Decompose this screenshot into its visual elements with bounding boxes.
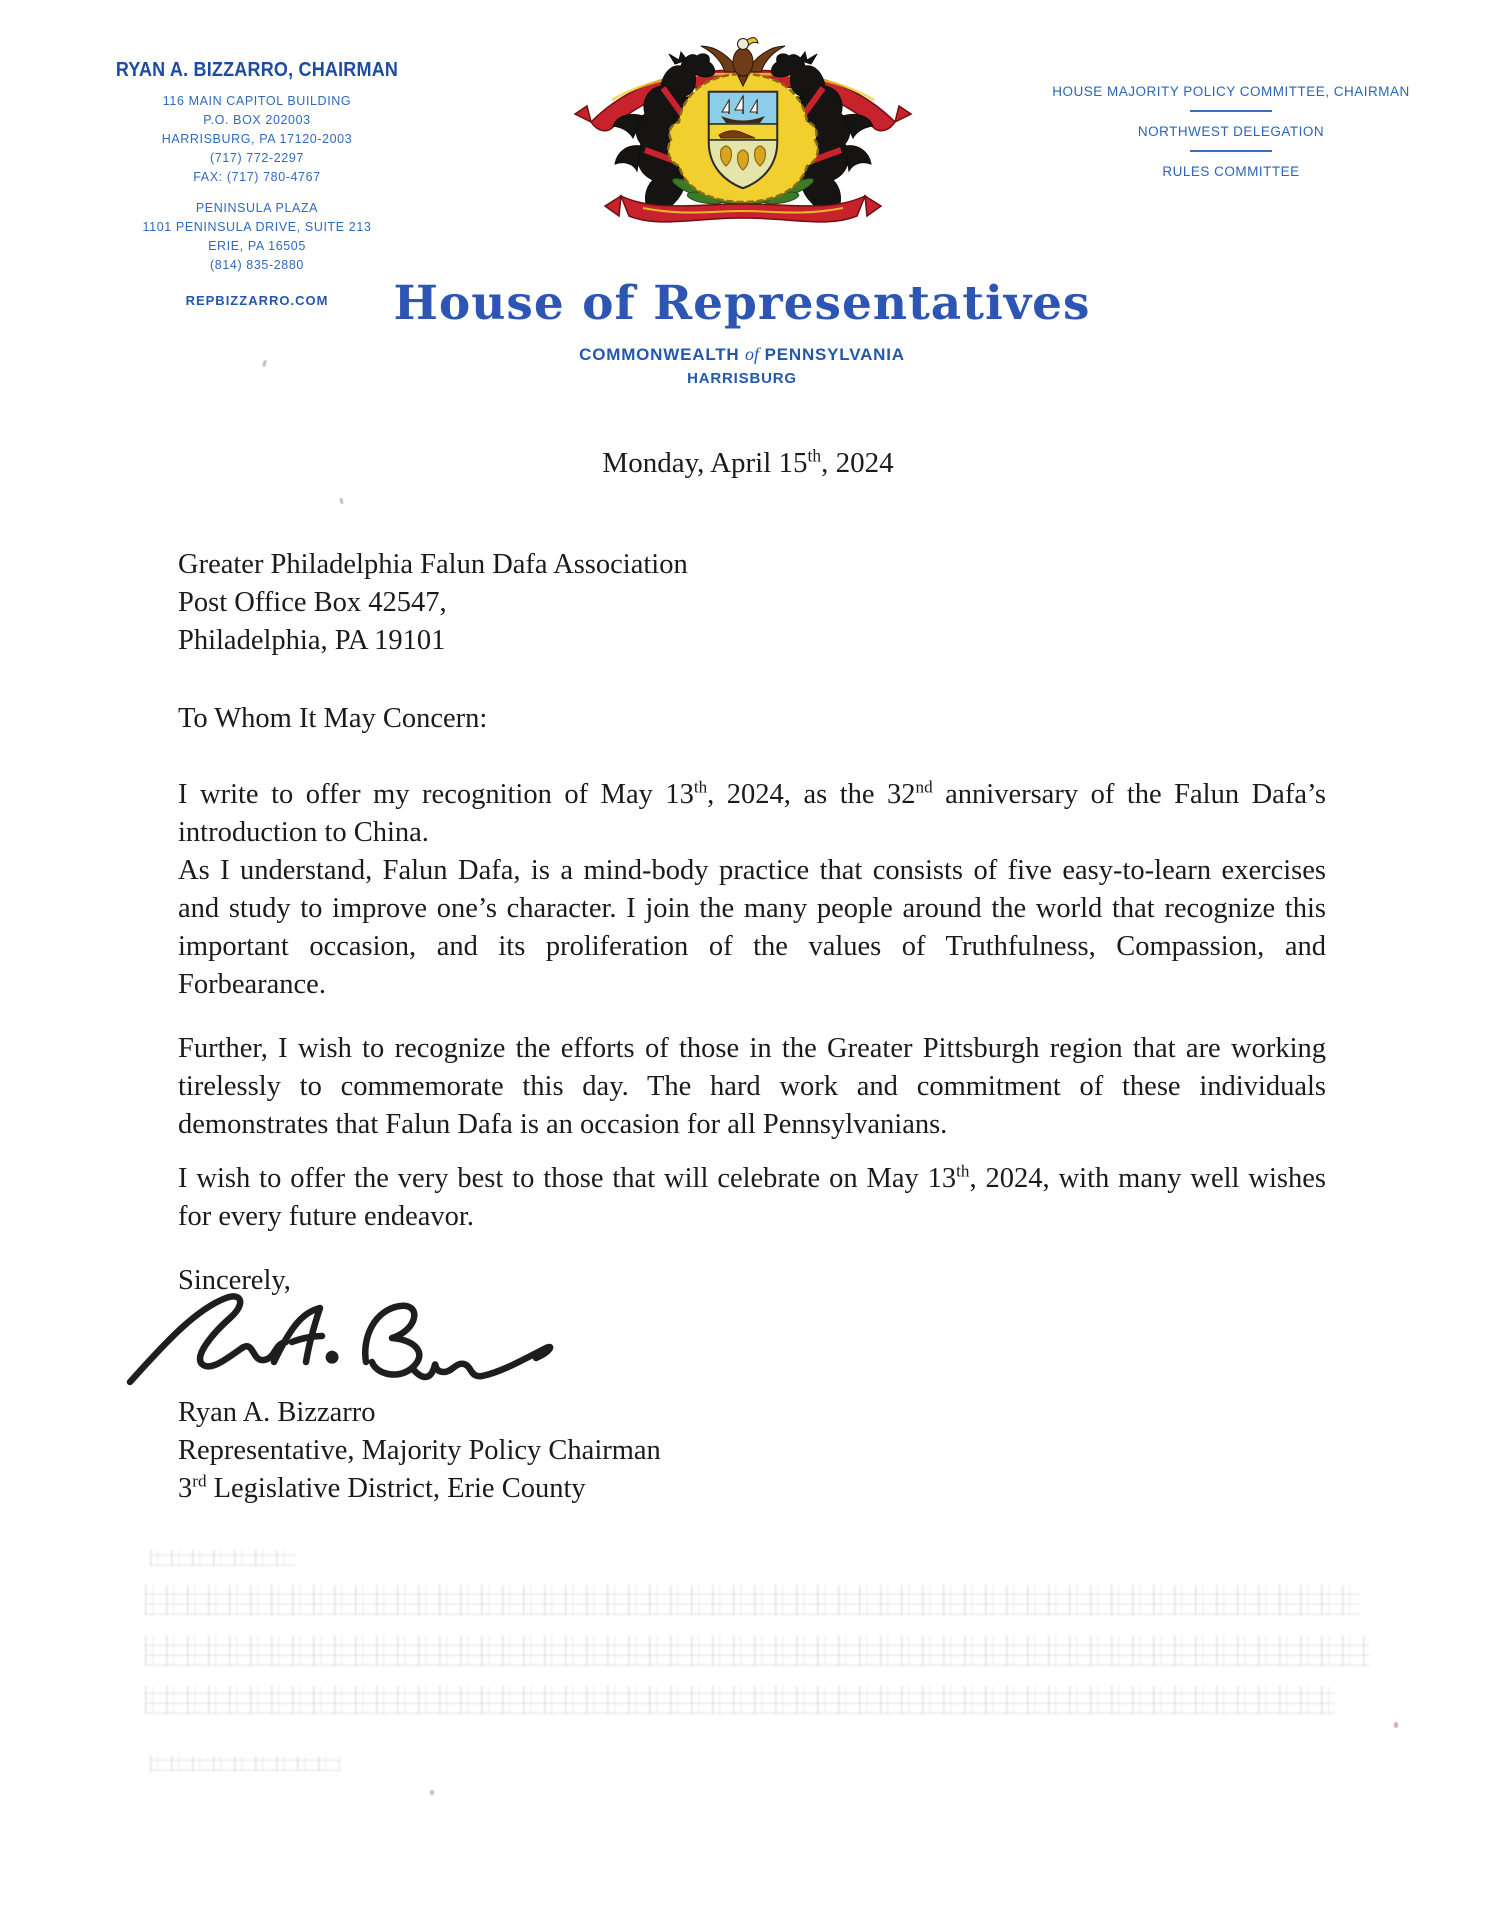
- website-text: REPBIZZARRO.COM: [185, 293, 329, 308]
- scan-speck: [262, 360, 267, 368]
- phone-line: (717) 772-2297: [210, 151, 304, 165]
- address-line: 1101 PENINSULA DRIVE, SUITE 213: [142, 220, 372, 234]
- signature-script: [122, 1282, 562, 1404]
- district-office-address: [92, 199, 422, 275]
- letterhead-right-block: [1021, 84, 1441, 179]
- commonwealth-post: PENNSYLVANIA: [764, 345, 905, 364]
- date-line: Monday, April 15th, 2024: [602, 445, 894, 479]
- letterhead-left-block: [92, 58, 422, 308]
- paragraph-4: I wish to offer the very best to those that will celebrate on May 13th, 2024, with many well wishes for every future endeavor.: [178, 1161, 1326, 1232]
- harrisburg-line: HARRISBURG: [687, 370, 797, 387]
- signer-district: 3rd Legislative District, Erie County: [178, 1471, 586, 1504]
- fax-line: FAX: (717) 780-4767: [193, 170, 321, 184]
- scan-noise: [150, 1550, 295, 1566]
- scan-speck: [1394, 1722, 1398, 1728]
- committee-role: RULES COMMITTEE: [1162, 164, 1300, 179]
- address-line: PENINSULA PLAZA: [195, 201, 319, 215]
- address-line: P.O. BOX 202003: [203, 113, 311, 127]
- scan-speck: [430, 1790, 434, 1795]
- address-line: HARRISBURG, PA 17120-2003: [161, 132, 353, 146]
- scan-noise: [145, 1585, 1360, 1615]
- recipient-line: Philadelphia, PA 19101: [178, 625, 446, 656]
- committee-role: HOUSE MAJORITY POLICY COMMITTEE, CHAIRMAN: [1052, 84, 1410, 99]
- address-line: 116 MAIN CAPITOL BUILDING: [162, 94, 352, 108]
- capitol-address: [92, 92, 422, 187]
- scan-noise: [145, 1686, 1335, 1714]
- paragraph-3: Further, I wish to recognize the efforts of those in the Greater Pittsburgh region that are working tirelessly to commemorate this day. The hard work and commitment of these individuals demonstrates that Falun Dafa is an occasion for all Pennsylvanians.: [178, 1033, 1326, 1140]
- closing-line: Sincerely,: [178, 1265, 291, 1296]
- divider: [1190, 150, 1272, 152]
- scan-speck: [339, 498, 343, 505]
- house-of-representatives-title: House of Representatives: [393, 276, 1091, 331]
- signer-name: Ryan A. Bizzarro: [178, 1397, 376, 1428]
- scan-noise: [145, 1636, 1370, 1666]
- divider: [1190, 110, 1272, 112]
- paragraph-1: I write to offer my recognition of May 13th, 2024, as the 32nd anniversary of the Falun Dafa’s introduction to China.: [178, 777, 1326, 848]
- commonwealth-of: of: [745, 344, 760, 364]
- recipient-address: [178, 546, 1326, 660]
- commonwealth-line: [380, 344, 1104, 365]
- recipient-line: Post Office Box 42547,: [178, 587, 447, 618]
- address-line: ERIE, PA 16505: [208, 239, 306, 253]
- signer-title: Representative, Majority Policy Chairman: [178, 1435, 661, 1466]
- committee-role: NORTHWEST DELEGATION: [1137, 124, 1325, 139]
- commonwealth-pre: COMMONWEALTH: [579, 345, 740, 364]
- phone-line: (814) 835-2880: [210, 258, 304, 272]
- paragraph-2: As I understand, Falun Dafa, is a mind-body practice that consists of five easy-to-learn exercises and study to improve one’s character. I join the many people around the world that recognize this important occasion, and its proliferation of the values of Truthfulness, Compassion, and Forbearance.: [178, 855, 1326, 1000]
- recipient-line: Greater Philadelphia Falun Dafa Association: [178, 549, 688, 580]
- chairman-name-title: RYAN A. BIZZARRO, CHAIRMAN: [115, 58, 399, 81]
- salutation: To Whom It May Concern:: [178, 703, 488, 734]
- pennsylvania-coat-of-arms-icon: [563, 30, 923, 230]
- signature-block: [178, 1394, 1326, 1508]
- scan-noise: [150, 1756, 340, 1771]
